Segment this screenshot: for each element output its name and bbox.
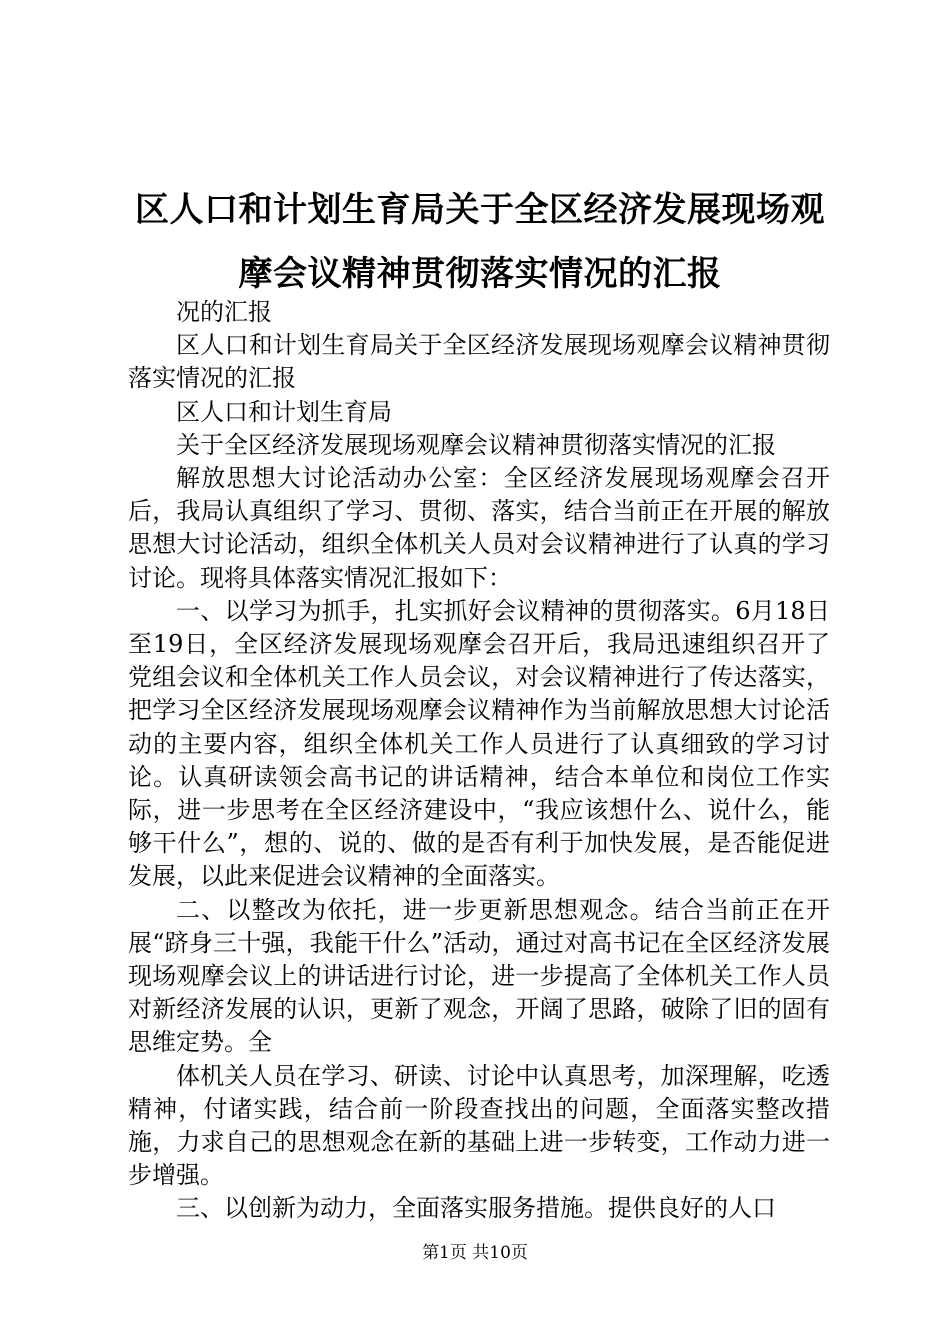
paragraph: 关于全区经济发展现场观摩会议精神贯彻落实情况的汇报	[176, 430, 776, 459]
title-line: 摩会议精神贯彻落实情况的汇报	[238, 254, 722, 294]
paragraph: 区人口和计划生育局关于全区经济发展现场观摩会议精神贯彻落实情况的汇报	[128, 331, 830, 393]
page-footer: 第1页 共10页	[422, 1243, 528, 1263]
title-line: 区人口和计划生育局关于全区经济发展现场观	[135, 190, 825, 230]
paragraph: 三、以创新为动力，全面落实服务措施。提供良好的人口	[176, 1194, 776, 1223]
document-body	[128, 296, 830, 1226]
paragraph: 区人口和计划生育局	[176, 397, 392, 426]
paragraph: 体机关人员在学习、研读、讨论中认真思考，加深理解，吃透精神，付诸实践，结合前一阶段查找出的问题，全面落实整改措施，力求自己的思想观念在新的基础上进一步转变，工作动力进一步增强。	[128, 1061, 830, 1190]
paragraph: 解放思想大讨论活动办公室：全区经济发展现场观摩会召开后，我局认真组织了学习、贯彻、落实，结合当前正在开展的解放思想大讨论活动，组织全体机关人员对会议精神进行了认真的学习讨论。现将具体落实情况汇报如下：	[128, 464, 830, 592]
document-title	[110, 178, 850, 306]
paragraph: 况的汇报	[176, 298, 272, 326]
paragraph: 一、以学习为抓手，扎实抓好会议精神的贯彻落实。6月18日至19日，全区经济发展现场观摩会召开后，我局迅速组织召开了党组会议和全体机关工作人员会议，对会议精神进行了传达落实，把学习全区经济发展现场观摩会议精神作为当前解放思想大讨论活动的主要内容，组织全体机关工作人员进行了认真细致的学习讨论。认真研读领会高书记的讲话精神，结合本单位和岗位工作实际，进一步思考在全区经济建设中，“我应该想什么、说什么，能够干什么”，想的、说的、做的是否有利于加快发展，是否能促进发展，以此来促进会议精神的全面落实。	[128, 596, 830, 891]
paragraph: 二、以整改为依托，进一步更新思想观念。结合当前正在开展“跻身三十强，我能干什么”活动，通过对高书记在全区经济发展现场观摩会议上的讲话进行讨论，进一步提高了全体机关工作人员对新经济发展的认识，更新了观念，开阔了思路，破除了旧的固有思维定势。全	[128, 895, 830, 1057]
